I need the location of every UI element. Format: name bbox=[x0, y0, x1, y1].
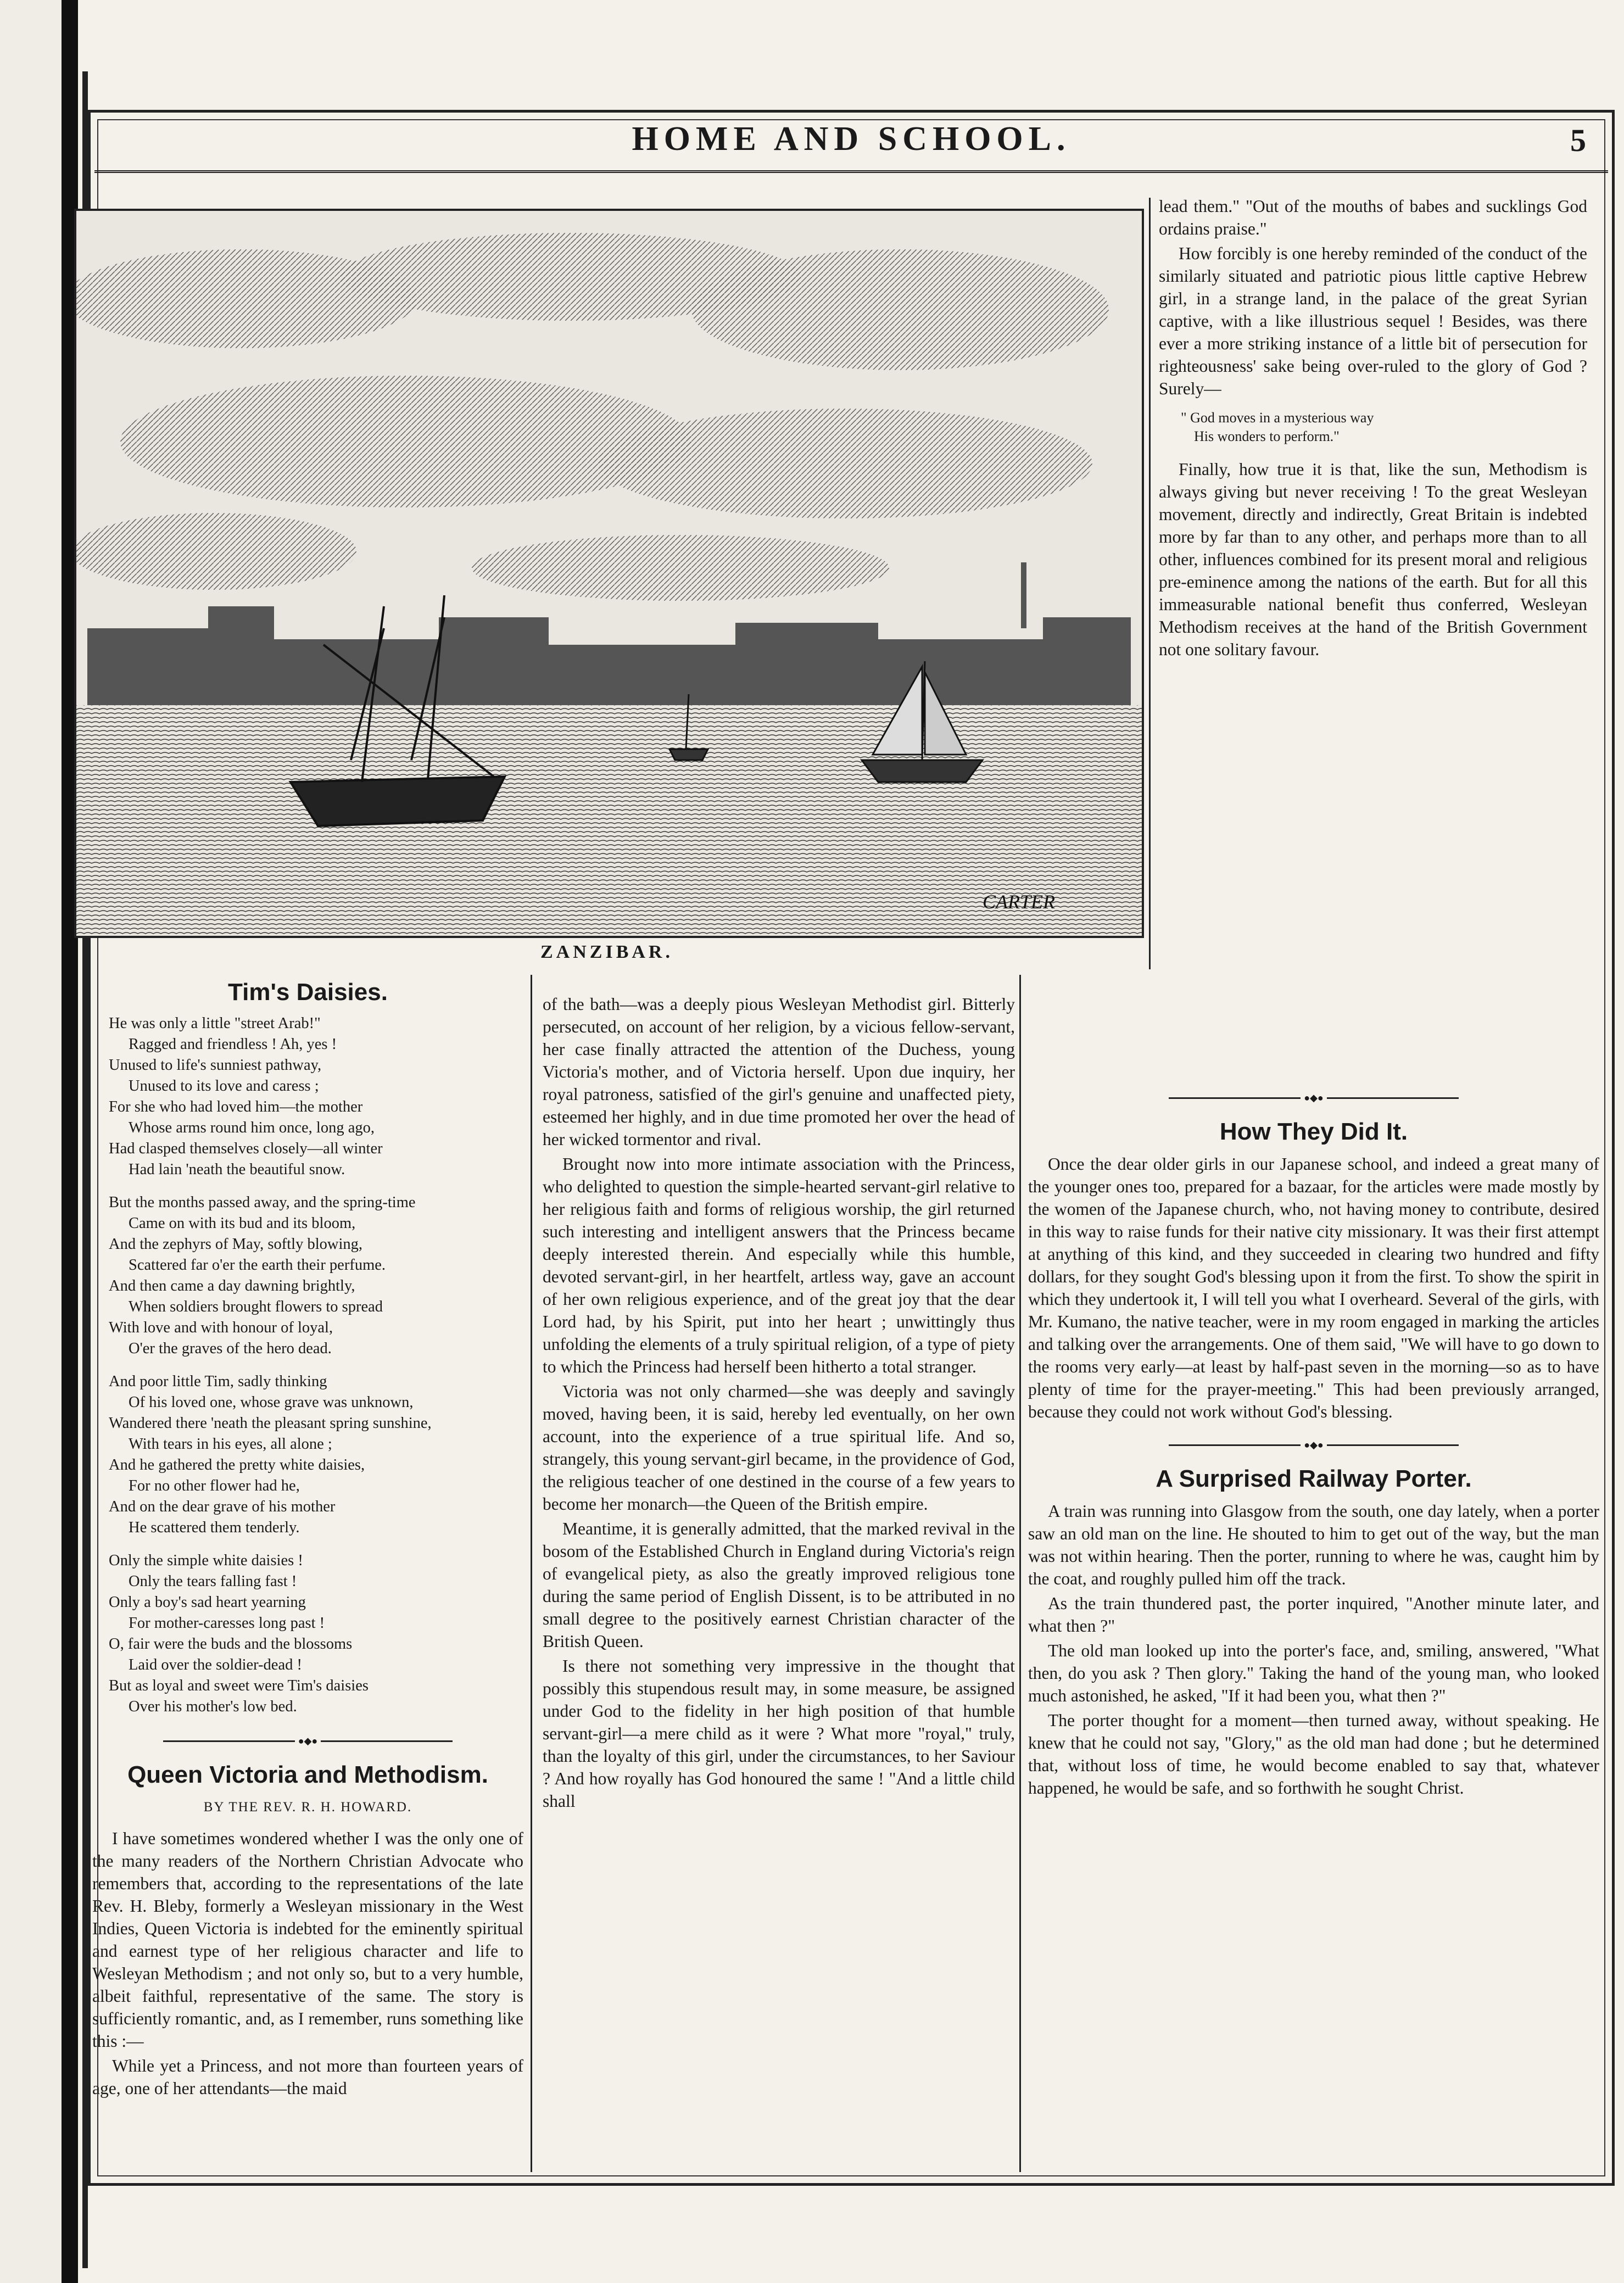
harbour-engraving bbox=[76, 211, 1142, 936]
paragraph: Is there not something very impressive in the thought that possibly this stupendous result may, in some measure, be assigned under God to the fidelity in her high position of that humble servant-girl—a mere child as it were ? What more "royal," truly, than the loyalty of this girl, under the circumstances, to her Saviour ? And how royally has God honoured the same ! "And a little child shall bbox=[543, 1656, 1015, 1811]
zanzibar-illustration bbox=[74, 209, 1144, 938]
poem-stanza bbox=[109, 1550, 523, 1717]
poem-line: He scattered them tenderly. bbox=[129, 1519, 300, 1536]
paragraph: I have sometimes wondered whether I was the only one of the many readers of the Northern Christian Advocate who remembers that, according to the representations of the late Rev. H. Bleby, formerly a Wesleyan missionary in the West Indies, Queen Victoria is indebted for the eminently spiritual and earnest type of her religious character and life to Wesleyan Methodism ; and not only so, but to a very humble, albeit faithful, representative of the same. The story is sufficiently romantic, and, as I remember, runs something like this :— bbox=[92, 1829, 523, 2051]
artist-signature: CARTER bbox=[983, 891, 1055, 913]
page-number: 5 bbox=[1570, 122, 1586, 158]
paragraph: Brought now into more intimate association with the Princess, who delighted to question the simple-hearted servant-girl relative to her religious faith and forms of religious worship, the girl returned such interesting and intelligent answers that the Princess became deeply interested therein. And especially while this humble, devoted servant-girl, in her heartfelt, artless way, gave an account of her own religious experience, and of the great joy that the dear Lord had, by his Spirit, put into her heart ; unwittingly thus unfolding the elements of a truly spiritual religion, of a type of piety to which the Princess had herself been hitherto a total stranger. bbox=[543, 1154, 1015, 1376]
poem-stanza bbox=[109, 1013, 523, 1180]
section-divider: ●◆● bbox=[92, 1729, 523, 1752]
poem-line: And on the dear grave of his mother bbox=[109, 1498, 336, 1515]
poem-line: But the months passed away, and the spring-time bbox=[109, 1194, 416, 1211]
section-divider: ●◆● bbox=[1028, 1086, 1599, 1109]
paragraph: Once the dear older girls in our Japanese school, and indeed a great many of the younger ones too, prepared for a bazaar, for the articles were made mostly by the women of the Japanese church, who, not having money to contribute, desired in this way to raise funds for their native city missionary. It was their first attempt at anything of this kind, and they succeeded in clearing two hundred and fifty dollars, for they sought God's blessing upon it from the first. To show the spirit in which they undertook it, I will tell you what I overheard. Several of the girls, with Mr. Kumano, the native teacher, were in my room engaged in marking the articles and talking over the arrangements. One of them said, "We will have to go down to the rooms very early—at least by half-past seven in the morning—so as to have plenty of time for the prayer-meeting." This had been previously arranged, because they could not work without God's blessing. bbox=[1028, 1154, 1599, 1422]
adjacent-page-edge bbox=[0, 0, 62, 2283]
poem-line: Only a boy's sad heart yearning bbox=[109, 1594, 306, 1611]
poem-line: Had clasped themselves closely—all winter bbox=[109, 1140, 383, 1157]
poem-line: And he gathered the pretty white daisies, bbox=[109, 1456, 365, 1473]
poem-line: Had lain 'neath the beautiful snow. bbox=[129, 1161, 345, 1178]
column-d bbox=[1028, 1076, 1599, 2175]
poem-stanza bbox=[109, 1192, 523, 1359]
poem-line: Only the tears falling fast ! bbox=[129, 1573, 297, 1590]
poem-title: Tim's Daisies. bbox=[228, 979, 388, 1006]
poem-line: Wandered there 'neath the pleasant spring sunshine, bbox=[109, 1415, 432, 1432]
article-title: A Surprised Railway Porter. bbox=[1156, 1465, 1472, 1492]
section-divider: ●◆● bbox=[1028, 1433, 1599, 1456]
quote-line: " God moves in a mysterious way bbox=[1181, 410, 1374, 426]
poem-line: And the zephyrs of May, softly blowing, bbox=[109, 1236, 362, 1253]
poem-line: Of his loved one, whose grave was unknown, bbox=[129, 1394, 414, 1411]
poem-line: For mother-caresses long past ! bbox=[129, 1615, 325, 1632]
poem-line: Only the simple white daisies ! bbox=[109, 1552, 303, 1569]
paragraph: As the train thundered past, the porter inquired, "Another minute later, and what then ?" bbox=[1028, 1593, 1599, 1636]
column-rule bbox=[1149, 198, 1151, 969]
poem-line: And then came a day dawning brightly, bbox=[109, 1277, 355, 1294]
column-b bbox=[543, 993, 1015, 2168]
poem-tims-daisies bbox=[109, 1013, 523, 1717]
poem-line: Came on with its bud and its bloom, bbox=[129, 1215, 356, 1232]
poem-line: Over his mother's low bed. bbox=[129, 1698, 297, 1715]
column-a bbox=[92, 978, 523, 2153]
masthead-title: HOME AND SCHOOL. bbox=[632, 120, 1071, 158]
paragraph: The porter thought for a moment—then turned away, without speaking. He knew that he could not say, "Glory," as the old man had done ; but he determined that, without loss of time, he would become enabled to say that, whatever happened, he would be safe, and so forthwith he sought Christ. bbox=[1028, 1710, 1599, 1798]
paragraph: While yet a Princess, and not more than fourteen years of age, one of her attendants—the maid bbox=[92, 2056, 523, 2098]
poem-line: When soldiers brought flowers to spread bbox=[129, 1298, 383, 1315]
article-title: Queen Victoria and Methodism. bbox=[127, 1761, 488, 1789]
poem-stanza bbox=[109, 1371, 523, 1538]
poem-line: For she who had loved him—the mother bbox=[109, 1098, 363, 1115]
paragraph: lead them." "Out of the mouths of babes and sucklings God ordains praise." bbox=[1159, 197, 1587, 238]
poem-line: He was only a little "street Arab!" bbox=[109, 1015, 321, 1032]
sea bbox=[76, 705, 1142, 936]
paragraph: The old man looked up into the porter's face, and, smiling, answered, "What then, do you ask ? Then glory." Taking the hand of the young man, who looked much astonished, he asked, "If it had been you, what then ?" bbox=[1028, 1640, 1599, 1705]
poem-line: Scattered far o'er the earth their perfume. bbox=[129, 1257, 386, 1274]
paragraph: Meantime, it is generally admitted, that the marked revival in the bosom of the Established Church in England during Victoria's reign of evangelical piety, as also the greatly improved religious tone during the same period of English Dissent, is to be attributed in no small degree to the positively earnest Christian character of the British Queen. bbox=[543, 1519, 1015, 1651]
column-rule bbox=[1019, 975, 1021, 2172]
poem-line: But as loyal and sweet were Tim's daisies bbox=[109, 1677, 369, 1694]
paragraph: A train was running into Glasgow from the south, one day lately, when a porter saw an old man on the line. He shouted to him to get out of the way, but the man was not within hearing. Then the porter, running to where he was, caught him by the coat, and roughly pulled him off the track. bbox=[1028, 1501, 1599, 1588]
poem-line: Unused to life's sunniest pathway, bbox=[109, 1057, 322, 1074]
column-rule bbox=[531, 975, 532, 2172]
quote-line: His wonders to perform." bbox=[1194, 428, 1340, 444]
poem-line: O, fair were the buds and the blossoms bbox=[109, 1636, 353, 1653]
paragraph: Victoria was not only charmed—she was deeply and savingly moved, having been, it is said, hereby led eventually, on her own account, into the experience of a true spiritual life. And so, strangely, this young servant-girl became, in the providence of God, the religious teacher of one destined in the course of a few years to become her monarch—the Queen of the British empire. bbox=[543, 1382, 1015, 1514]
masthead bbox=[94, 115, 1608, 173]
poem-line: With tears in his eyes, all alone ; bbox=[129, 1436, 332, 1453]
illustration-caption: ZANZIBAR. bbox=[540, 942, 673, 962]
hymn-quote bbox=[1181, 409, 1587, 446]
article-byline: BY THE REV. R. H. HOWARD. bbox=[203, 1800, 412, 1815]
paragraph: How forcibly is one hereby reminded of the conduct of the similarly situated and patriotic pious little captive Hebrew girl, in a strange land, in the palace of the great Syrian captive, with a like illustrious sequel ! Besides, was there ever a more striking instance of a little bit of persecution for righteousness' sake being over-ruled to the glory of God ? Surely— bbox=[1159, 244, 1587, 398]
poem-line: Laid over the soldier-dead ! bbox=[129, 1656, 302, 1673]
poem-line: With love and with honour of loyal, bbox=[109, 1319, 333, 1336]
poem-line: O'er the graves of the hero dead. bbox=[129, 1340, 332, 1357]
paragraph: Finally, how true it is that, like the sun, Methodism is always giving but never receiving ! To the great Wesleyan movement, directly and indirectly, Great Britain is indebted more by far than to any other, and perhaps more than to all other, influences combined for its present moral and religious pre-eminence among the nations of the earth. But for all this immeasurable national benefit thus conferred, Wesleyan Methodism receives at the hand of the British Government not one solitary favour. bbox=[1159, 460, 1587, 659]
paragraph: of the bath—was a deeply pious Wesleyan Methodist girl. Bitterly persecuted, on account of her religion, by a vicious fellow-servant, her case finally attracted the attention of the Duchess, young Victoria's mother, and of Victoria herself. Upon due inquiry, her royal patroness, satisfied of the girl's genuine and unaffected piety, esteemed her highly, and in due time promoted her over the head of her wicked tormentor and rival. bbox=[543, 995, 1015, 1149]
poem-line: Ragged and friendless ! Ah, yes ! bbox=[129, 1036, 337, 1053]
poem-line: For no other flower had he, bbox=[129, 1477, 300, 1494]
poem-line: And poor little Tim, sadly thinking bbox=[109, 1373, 327, 1390]
poem-line: Whose arms round him once, long ago, bbox=[129, 1119, 375, 1136]
poem-line: Unused to its love and caress ; bbox=[129, 1078, 319, 1095]
article-title: How They Did It. bbox=[1219, 1118, 1408, 1146]
